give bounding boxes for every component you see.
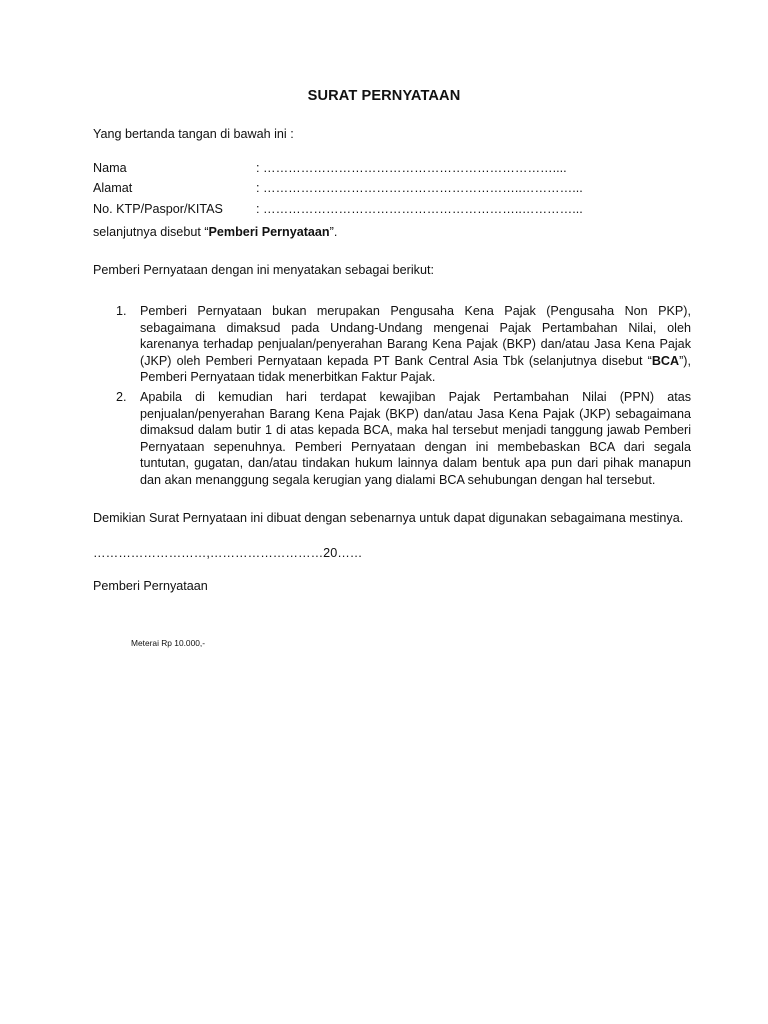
statement-item-text (140, 303, 691, 386)
intro-text: Yang bertanda tangan di bawah ini : (93, 127, 294, 141)
stamp-label: Meterai Rp 10.000,- (131, 638, 206, 648)
signer-label: Pemberi Pernyataan (93, 579, 208, 593)
field-id-number-value: : ……………………………………………………..…………... (256, 202, 583, 216)
field-id-number-label: No. KTP/Paspor/KITAS (93, 202, 223, 216)
statement-item-number: 2. (116, 390, 127, 404)
statement-item-text-before: Pemberi Pernyataan bukan merupakan Pengusaha Kena Pajak (Pengusaha Non PKP), sebagaimana dimaksud pada Undang-Undang mengenai Pajak Pertambahan Nilai, oleh karenanya terhadap penjualan/penyerahan Barang Kena Pajak (BKP) dan/atau Jasa Kena Pajak (JKP) oleh Pemberi Pernyataan kepada PT Bank Central Asia Tbk (selanjutnya disebut “ (140, 304, 691, 368)
field-address-value: : ……………………………………………………..…………... (256, 181, 583, 195)
closing-text: Demikian Surat Pernyataan ini dibuat dengan sebenarnya untuk dapat digunakan sebagaimana mestinya. (93, 511, 684, 525)
document-title: SURAT PERNYATAAN (307, 88, 461, 104)
definition-term: Pemberi Pernyataan (208, 225, 330, 239)
statement-item-text-after: ”), Pemberi Pernyataan tidak menerbitkan Faktur Pajak. (140, 353, 691, 385)
field-name (93, 160, 593, 178)
definition-prefix: selanjutnya disebut “ (93, 225, 209, 239)
field-name-label: Nama (93, 161, 127, 175)
field-id-number (93, 201, 593, 219)
field-address-label: Alamat (93, 181, 133, 195)
definition-suffix: ”. (329, 225, 338, 239)
statement-item-text: Apabila di kemudian hari terdapat kewajiban Pajak Pertambahan Nilai (PPN) atas penjualan/penyerahan Barang Kena Pajak (BKP) dan/atau Jasa Kena Pajak (JKP) sebagaimana dimaksud dalam butir 1 di atas kepada BCA, maka hal tersebut menjadi tanggung jawab Pemberi Pernyataan sepenuhnya. Pemberi Pernyataan dengan ini membebaskan BCA dari segala tuntutan, gugatan, dan/atau tindakan hukum lainnya dalam bentuk apa pun dari pihak manapun dan akan menanggung segala kerugian yang dialami BCA sehubungan dengan hal tersebut. (140, 390, 691, 487)
statement-lead: Pemberi Pernyataan dengan ini menyatakan sebagai berikut: (93, 263, 434, 277)
field-address (93, 180, 593, 198)
statement-item-bold: BCA (651, 353, 680, 368)
field-name-value: : …………………………………………………………….... (256, 161, 567, 175)
statement-item-number: 1. (116, 304, 127, 318)
place-date-line: ………………………,………………………20…… (93, 546, 363, 560)
definition-text (93, 224, 337, 241)
